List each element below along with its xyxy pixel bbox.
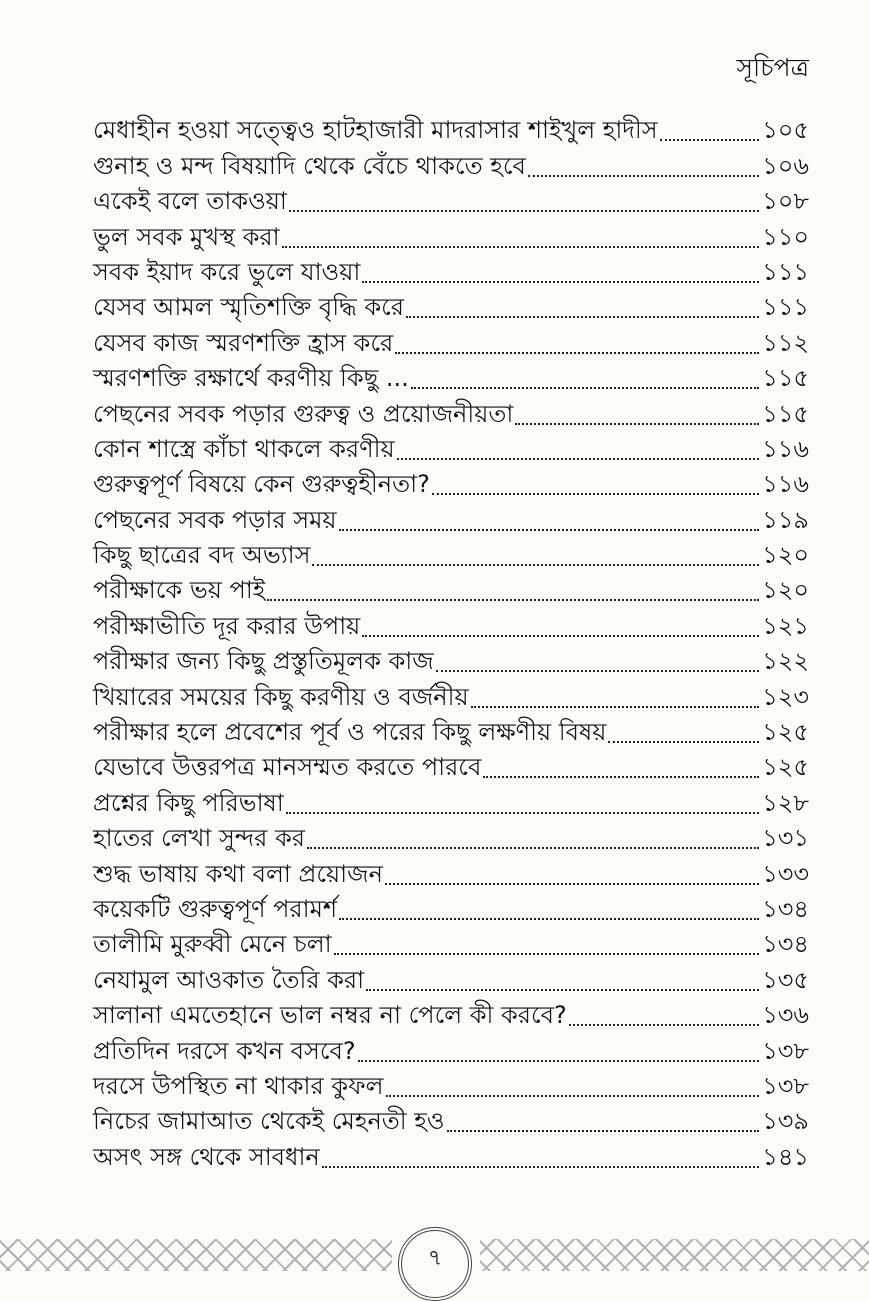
toc-entry [93, 325, 809, 360]
page-header-title: সূচিপত্র [736, 53, 809, 82]
toc-entry [93, 750, 809, 785]
toc-entry-page: ১১৫ [762, 399, 809, 428]
toc-entry-page: ১৪১ [762, 1142, 809, 1171]
toc-entry-title: সবক ইয়াদ করে ভুলে যাওয়া [93, 257, 361, 286]
dot-leader [362, 281, 759, 283]
toc-entry-page: ১৩৬ [762, 1001, 809, 1030]
toc-entry [93, 715, 809, 750]
dot-leader [660, 139, 759, 141]
toc-entry-title: নিচের জামাআত থেকেই মেহনতী হও [93, 1107, 445, 1136]
toc-entry-title: পরীক্ষাকে ভয় পাই [93, 576, 266, 605]
toc-entry [93, 432, 809, 467]
toc-entry [93, 219, 809, 254]
toc-entry-title: মেধাহীন হওয়া সত্ত্বেও হাটহাজারী মাদরাসার শাইখুল হাদীস [93, 116, 658, 145]
toc-entry [93, 538, 809, 573]
toc-entry-title: একেই বলে তাকওয়া [93, 187, 287, 216]
toc-entry-page: ১২৫ [762, 718, 809, 747]
dot-leader [432, 493, 759, 495]
toc-entry-page: ১২৮ [762, 788, 809, 817]
dot-leader [267, 599, 759, 601]
toc-entry-title: যেভাবে উত্তরপত্র মানসম্মত করতে পারবে [93, 753, 482, 782]
toc-entry-title: কোন শাস্ত্রে কাঁচা থাকলে করণীয় [93, 434, 395, 463]
table-of-contents [93, 113, 809, 1175]
toc-entry-page: ১২১ [762, 611, 809, 640]
ornament-band-left [0, 1239, 392, 1271]
toc-entry-page: ১৩৩ [762, 859, 809, 888]
dot-leader [528, 175, 759, 177]
toc-entry [93, 467, 809, 502]
dot-leader [334, 953, 759, 955]
toc-entry-page: ১০৬ [762, 151, 809, 180]
toc-entry-page: ১৩১ [762, 824, 809, 853]
toc-entry-title: শুদ্ধ ভাষায় কথা বলা প্রয়োজন [93, 859, 383, 888]
toc-entry [93, 148, 809, 183]
toc-entry-page: ১২৩ [762, 682, 809, 711]
dot-leader [447, 1130, 759, 1132]
toc-entry [93, 113, 809, 148]
toc-entry-page: ১৩৮ [762, 1071, 809, 1100]
toc-entry-page: ১১৬ [762, 434, 809, 463]
toc-entry [93, 679, 809, 714]
dot-leader [386, 1095, 759, 1097]
dot-leader [385, 883, 759, 885]
toc-entry-title: গুরুত্বপূর্ণ বিষয়ে কেন গুরুত্বহীনতা? [93, 470, 430, 499]
dot-leader [395, 352, 759, 354]
toc-entry-title: পেছনের সবক পড়ার গুরুত্ব ও প্রয়োজনীয়তা [93, 399, 514, 428]
toc-entry-title: কয়েকটি গুরুত্বপূর্ণ পরামর্শ [93, 894, 338, 923]
toc-entry-title: নেযামুল আওকাত তৈরি করা [93, 965, 365, 994]
toc-entry [93, 856, 809, 891]
toc-entry-title: পরীক্ষার হলে প্রবেশের পূর্ব ও পরের কিছু লক্ষণীয় বিষয় [93, 718, 607, 747]
dot-leader [289, 210, 759, 212]
dot-leader [312, 564, 759, 566]
dot-leader [471, 706, 759, 708]
toc-entry [93, 608, 809, 643]
toc-entry-title: পরীক্ষাভীতি দূর করার উপায় [93, 611, 361, 640]
toc-entry-page: ১৩৫ [762, 965, 809, 994]
toc-entry-page: ১৩৪ [762, 894, 809, 923]
dot-leader [406, 316, 759, 318]
toc-entry-page: ১৩৮ [762, 1036, 809, 1065]
toc-entry [93, 927, 809, 962]
dot-leader [366, 989, 759, 991]
toc-entry-page: ১২৫ [762, 753, 809, 782]
toc-entry-title: তালীমি মুরুব্বী মেনে চলা [93, 930, 332, 959]
toc-entry [93, 396, 809, 431]
dot-leader [569, 1024, 759, 1026]
toc-entry-title: খিয়ারের সময়ের কিছু করণীয় ও বর্জনীয় [93, 682, 469, 711]
toc-entry-title: সালানা এমতেহানে ভাল নম্বর না পেলে কী করবে? [93, 1001, 567, 1030]
toc-entry-page: ১৩৪ [762, 930, 809, 959]
dot-leader [515, 423, 759, 425]
ornament-band-right [480, 1239, 869, 1271]
toc-entry [93, 892, 809, 927]
page-number-medallion [398, 1227, 472, 1301]
page-number: ৭ [427, 1246, 443, 1271]
toc-entry [93, 255, 809, 290]
toc-entry [93, 644, 809, 679]
toc-entry [93, 502, 809, 537]
toc-entry-title: দরসে উপস্থিত না থাকার কুফল [93, 1071, 384, 1100]
dot-leader [397, 458, 759, 460]
toc-entry-title: পরীক্ষার জন্য কিছু প্রস্তুতিমূলক কাজ [93, 647, 434, 676]
toc-entry-page: ১১০ [762, 222, 809, 251]
toc-entry-title: হাতের লেখা সুন্দর কর [93, 824, 305, 853]
toc-entry [93, 998, 809, 1033]
toc-entry-title: কিছু ছাত্রের বদ অভ্যাস [93, 541, 311, 570]
dot-leader [362, 635, 759, 637]
toc-entry-page: ১৩৯ [762, 1107, 809, 1136]
toc-entry-title: গুনাহ ও মন্দ বিষয়াদি থেকে বেঁচে থাকতে হবে [93, 151, 526, 180]
dot-leader [286, 812, 759, 814]
dot-leader [322, 1166, 759, 1168]
dot-leader [282, 246, 759, 248]
toc-entry [93, 361, 809, 396]
dot-leader [608, 741, 759, 743]
toc-entry-title: অসৎ সঙ্গ থেকে সাবধান [93, 1142, 320, 1171]
toc-entry-page: ১১১ [762, 257, 809, 286]
dot-leader [339, 918, 759, 920]
dot-leader [339, 529, 759, 531]
dot-leader [307, 847, 759, 849]
toc-entry [93, 962, 809, 997]
footer-ornament [0, 1227, 869, 1273]
toc-entry-title: পেছনের সবক পড়ার সময় [93, 505, 337, 534]
toc-entry-page: ১০৮ [762, 187, 809, 216]
toc-entry-title: প্রতিদিন দরসে কখন বসবে? [93, 1036, 356, 1065]
toc-entry-title: প্রশ্নের কিছু পরিভাষা [93, 788, 284, 817]
toc-entry [93, 821, 809, 856]
toc-entry-page: ১২০ [762, 541, 809, 570]
dot-leader [358, 1060, 759, 1062]
toc-entry [93, 184, 809, 219]
toc-entry-page: ১১২ [762, 328, 809, 357]
toc-entry-page: ১১৬ [762, 470, 809, 499]
toc-entry-page: ১২২ [762, 647, 809, 676]
toc-entry [93, 573, 809, 608]
toc-entry [93, 1033, 809, 1068]
toc-entry-title: স্মরণশক্তি রক্ষার্থে করণীয় কিছু ... [93, 364, 409, 393]
toc-entry [93, 1104, 809, 1139]
toc-entry-page: ১১৫ [762, 364, 809, 393]
toc-entry-title: যেসব আমল স্মৃতিশক্তি বৃদ্ধি করে [93, 293, 404, 322]
dot-leader [411, 387, 759, 389]
toc-entry [93, 1069, 809, 1104]
toc-entry-page: ১১৯ [762, 505, 809, 534]
toc-entry-page: ১২০ [762, 576, 809, 605]
toc-entry [93, 1139, 809, 1174]
toc-entry [93, 290, 809, 325]
toc-entry-title: যেসব কাজ স্মরণশক্তি হ্রাস করে [93, 328, 394, 357]
toc-entry-page: ১১১ [762, 293, 809, 322]
toc-entry-title: ভুল সবক মুখস্থ করা [93, 222, 280, 251]
dot-leader [483, 776, 759, 778]
toc-entry [93, 785, 809, 820]
dot-leader [436, 670, 759, 672]
toc-entry-page: ১০৫ [762, 116, 809, 145]
